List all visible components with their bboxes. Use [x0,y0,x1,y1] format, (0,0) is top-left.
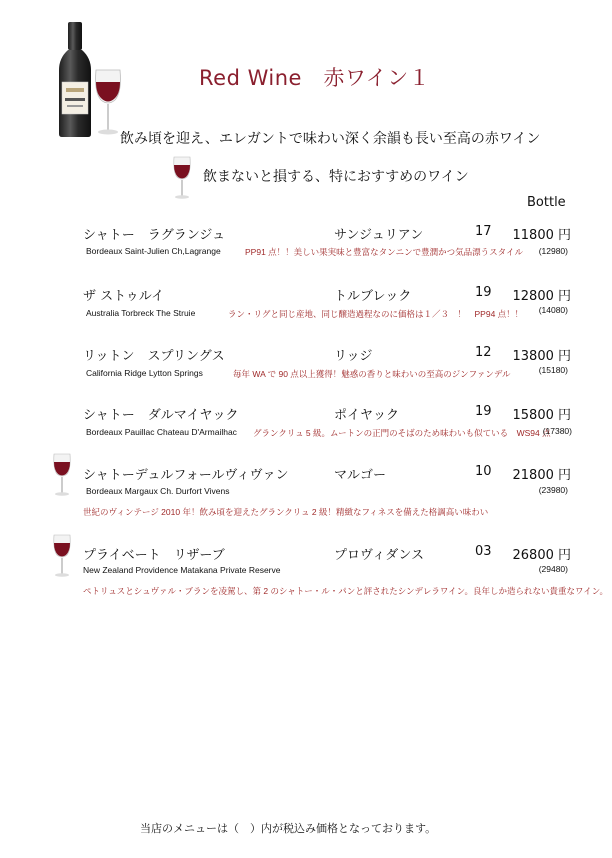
wine-region: マルゴー [334,468,387,483]
wine-glass-icon [172,156,192,200]
wine-glass-icon [93,68,123,136]
wine-name: シャトー ダルマイヤック [83,408,239,423]
wine-note: 世紀のヴィンテージ 2010 年！飲み頃を迎えたグランクリュ 2 級！精緻なフィネスを備えた格調高い味わい [83,507,489,517]
subtitle-recommend: 飲まないと損する、特におすすめのワイン [203,169,469,185]
wine-tax-price: (14080) [538,305,568,315]
wine-price: 11800 円 [512,228,571,243]
wine-english-name: Bordeaux Pauillac Chateau D'Armailhac [86,427,237,437]
wine-tax-price: (29480) [538,564,568,574]
wine-glass-icon [52,534,72,578]
wine-note: 毎年 WA で 90 点以上獲得！魅惑の香りと味わいの至高のジンファンデル [233,369,511,379]
wine-vintage: 19 [475,285,492,300]
wine-glass-icon [52,453,72,497]
wine-vintage: 12 [475,345,492,360]
wine-note: ラン・リグと同じ産地、同じ醸造過程なのに価格は１／３ ！ PP94 点！！ [228,309,524,319]
wine-region: サンジュリアン [334,228,424,243]
wine-price: 26800 円 [512,548,571,563]
wine-tax-price: (15180) [538,365,568,375]
wine-name: プライベート リザーブ [83,548,225,563]
wine-name: リットン スプリングス [83,349,225,364]
wine-price: 15800 円 [512,408,571,423]
tax-notice-footer: 当店のメニューは（ ）内が税込み価格となっております。 [140,822,437,835]
wine-price: 21800 円 [512,468,571,483]
wine-tax-price: (23980) [538,485,568,495]
wine-note: グランクリュ 5 級。ムートンの正門のそばのため味わいも似ている WS94 点 [253,428,551,438]
wine-region: リッジ [334,349,373,364]
wine-note: ペトリュスとシュヴァル・ブランを凌駕し、第 2 のシャトー・ル・パンと評されたシンデレラワイン。良年しか造られない貴重なワイン。 [83,586,609,596]
wine-price: 12800 円 [512,289,571,304]
wine-english-name: Bordeaux Margaux Ch. Durfort Vivens [86,486,230,496]
wine-region: トルブレック [334,289,412,304]
wine-price: 13800 円 [512,349,571,364]
wine-english-name: New Zealand Providence Matakana Private Reserve [83,565,281,575]
subtitle-primary: 飲み頃を迎え、エレガントで味わい深く余韻も長い至高の赤ワイン [120,131,541,147]
column-header-bottle: Bottle [527,195,566,210]
wine-tax-price: (12980) [538,246,568,256]
wine-region: プロヴィダンス [334,548,424,563]
wine-name: シャトー ラグランジュ [83,228,226,243]
wine-name: ザ ストゥルイ [83,289,165,304]
wine-vintage: 10 [475,464,492,479]
wine-english-name: Australia Torbreck The Struie [86,308,196,318]
wine-vintage: 19 [475,404,492,419]
wine-bottle-icon [55,18,95,138]
wine-tax-price: (17380) [542,426,572,436]
wine-note: PP91 点！！美しい果実味と豊富なタンニンで豊潤かつ気品漂うスタイル [245,247,523,257]
wine-vintage: 03 [475,544,492,559]
wine-vintage: 17 [475,224,492,239]
wine-english-name: Bordeaux Saint-Julien Ch,Lagrange [86,246,221,256]
wine-name: シャトーデュルフォールヴィヴァン [83,468,289,483]
page-title: Red Wine 赤ワイン１ [199,66,431,90]
wine-region: ポイヤック [334,408,400,423]
wine-english-name: California Ridge Lytton Springs [86,368,203,378]
